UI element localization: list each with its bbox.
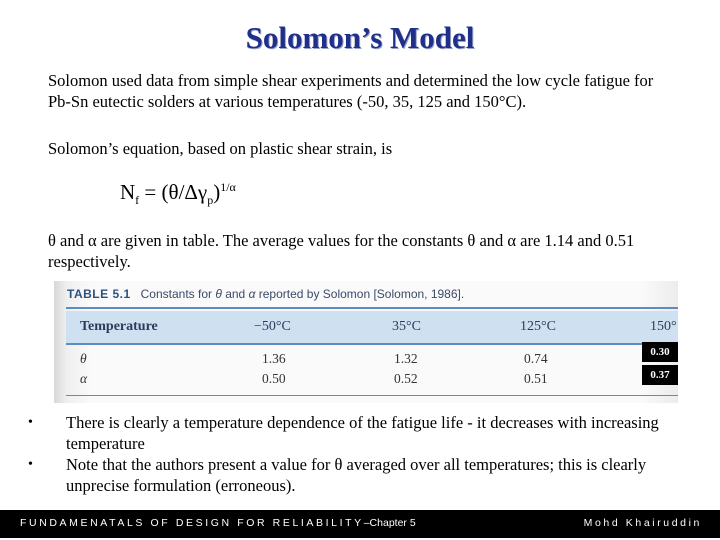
table-row-label: α	[80, 371, 88, 386]
list-item	[28, 454, 678, 496]
table-cell: 0.50	[262, 371, 286, 386]
table-header-cell: Temperature	[80, 319, 158, 334]
table-header-rule	[66, 343, 678, 345]
table-cell: 1.36	[262, 351, 286, 366]
table-row-label: θ	[80, 351, 87, 366]
table-top-rule	[66, 307, 678, 309]
solomon-equation	[120, 180, 236, 208]
table-cell: 0.52	[394, 371, 418, 386]
list-item	[28, 412, 678, 454]
table-caption-id: TABLE 5.1	[67, 287, 131, 301]
eq-rhs-close: )	[213, 180, 221, 204]
footer-author: Mohd Khairuddin	[583, 517, 702, 529]
table-caption-pre: Constants for	[140, 287, 216, 301]
footer-left	[20, 517, 416, 529]
table-header-cell: 125°C	[520, 319, 556, 334]
slide-title: Solomon’s Model	[245, 20, 475, 55]
table-caption	[67, 287, 464, 301]
table-header-cell: 35°C	[392, 319, 421, 334]
table-extra-value: 0.37	[642, 365, 678, 385]
eq-exponent: 1/α	[220, 180, 236, 194]
intro-paragraph: Solomon used data from simple shear experiments and determined the low cycle fatigue for Pb-Sn eutectic solders at various temperatures (-50, 35, 125 and 150°C).	[48, 71, 654, 111]
table-header-row	[66, 311, 678, 343]
table-caption-theta: θ	[215, 287, 222, 301]
equation-intro: Solomon’s equation, based on plastic shear strain, is	[48, 139, 393, 158]
table-bottom-rule	[66, 395, 678, 396]
constants-paragraph: θ and α are given in table. The average values for the constants θ and α are 1.14 and 0.51 respectively.	[48, 231, 635, 271]
bullet-text: Note that the authors present a value for θ averaged over all temperatures; this is clearly unprecise formulation (erroneous).	[66, 455, 647, 495]
table-cell: 0.74	[524, 351, 548, 366]
bullet-glyph: •	[28, 415, 33, 430]
table-caption-post: reported by Solomon [Solomon, 1986].	[255, 287, 465, 301]
table-caption-alpha: α	[248, 287, 256, 301]
footer-bar	[0, 510, 720, 538]
table-header-cell: −50°C	[254, 319, 291, 334]
eq-lhs: N	[120, 180, 136, 204]
bullet-glyph: •	[28, 457, 33, 472]
eq-rhs-sub: p	[207, 193, 214, 208]
table-header-cell: 150°	[650, 319, 677, 334]
table-cell: 1.32	[394, 351, 418, 366]
constants-table	[54, 281, 678, 403]
eq-rhs-open: = (θ/Δγ	[139, 180, 208, 204]
footer-chapter: –Chapter 5	[363, 517, 416, 529]
table-extra-value: 0.30	[642, 342, 678, 362]
bullet-list	[28, 412, 678, 496]
eq-lhs-sub: f	[135, 193, 140, 208]
footer-course: FUNDAMENATALS OF DESIGN FOR RELIABILITY	[20, 517, 364, 529]
table-cell: 0.51	[524, 371, 548, 386]
bullet-text: There is clearly a temperature dependence of the fatigue life - it decreases with increasing temperature	[66, 413, 659, 453]
table-caption-mid: and	[221, 287, 249, 301]
